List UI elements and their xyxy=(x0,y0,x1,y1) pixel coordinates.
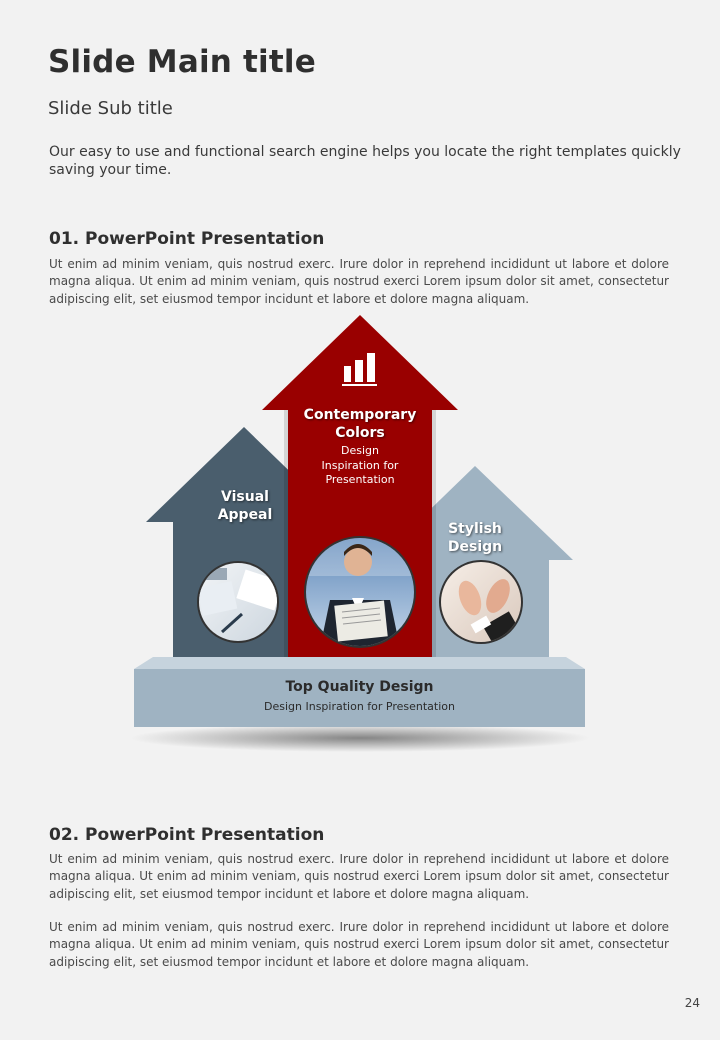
section-1-body: Ut enim ad minim veniam, quis nostrud exerc. Irure dolor in reprehend incididunt ut labore et dolore magna aliqua. Ut enim ad minim veniam, quis nostrud exerci Lorem ipsum dolor sit amet, consectetur adipiscing elit, set eiusmod tempor incidunt et labore et dolore magna aliquam. xyxy=(49,257,669,306)
center-arrow-title: Contemporary Colors xyxy=(303,407,417,441)
base-top xyxy=(134,657,585,669)
section-2-body-2: Ut enim ad minim veniam, quis nostrud exerc. Irure dolor in reprehend incididunt ut labore et dolore magna aliqua. Ut enim ad minim veniam, quis nostrud exerci Lorem ipsum dolor sit amet, consectetur adipiscing elit, set eiusmod tempor incidunt et labore et dolore magna aliquam. xyxy=(49,920,669,969)
section-2-body-1: Ut enim ad minim veniam, quis nostrud exerc. Irure dolor in reprehend incididunt ut labore et dolore magna aliqua. Ut enim ad minim veniam, quis nostrud exerci Lorem ipsum dolor sit amet, consectetur adipiscing elit, set eiusmod tempor incidunt et labore et dolore magna aliquam. xyxy=(49,852,669,901)
center-arrow-desc: Design Inspiration for Presentation xyxy=(321,444,399,486)
arrows-diagram xyxy=(0,300,720,780)
page-title: Slide Main title xyxy=(48,44,316,80)
base-front xyxy=(134,669,585,727)
page-subtitle: Slide Sub title xyxy=(48,98,173,119)
section-1-title: 01. PowerPoint Presentation xyxy=(49,229,325,249)
page-number: 24 xyxy=(684,996,700,1010)
left-arrow-title: Visual Appeal xyxy=(217,489,273,523)
section-2-title: 02. PowerPoint Presentation xyxy=(49,825,325,845)
businessman-newspaper-photo xyxy=(304,536,416,648)
base-title: Top Quality Design xyxy=(285,679,434,695)
intro-text: Our easy to use and functional search engine helps you locate the right templates quickly saving your time. xyxy=(49,144,681,178)
right-arrow-title: Stylish Design xyxy=(447,521,503,555)
base-subtitle: Design Inspiration for Presentation xyxy=(264,700,455,713)
